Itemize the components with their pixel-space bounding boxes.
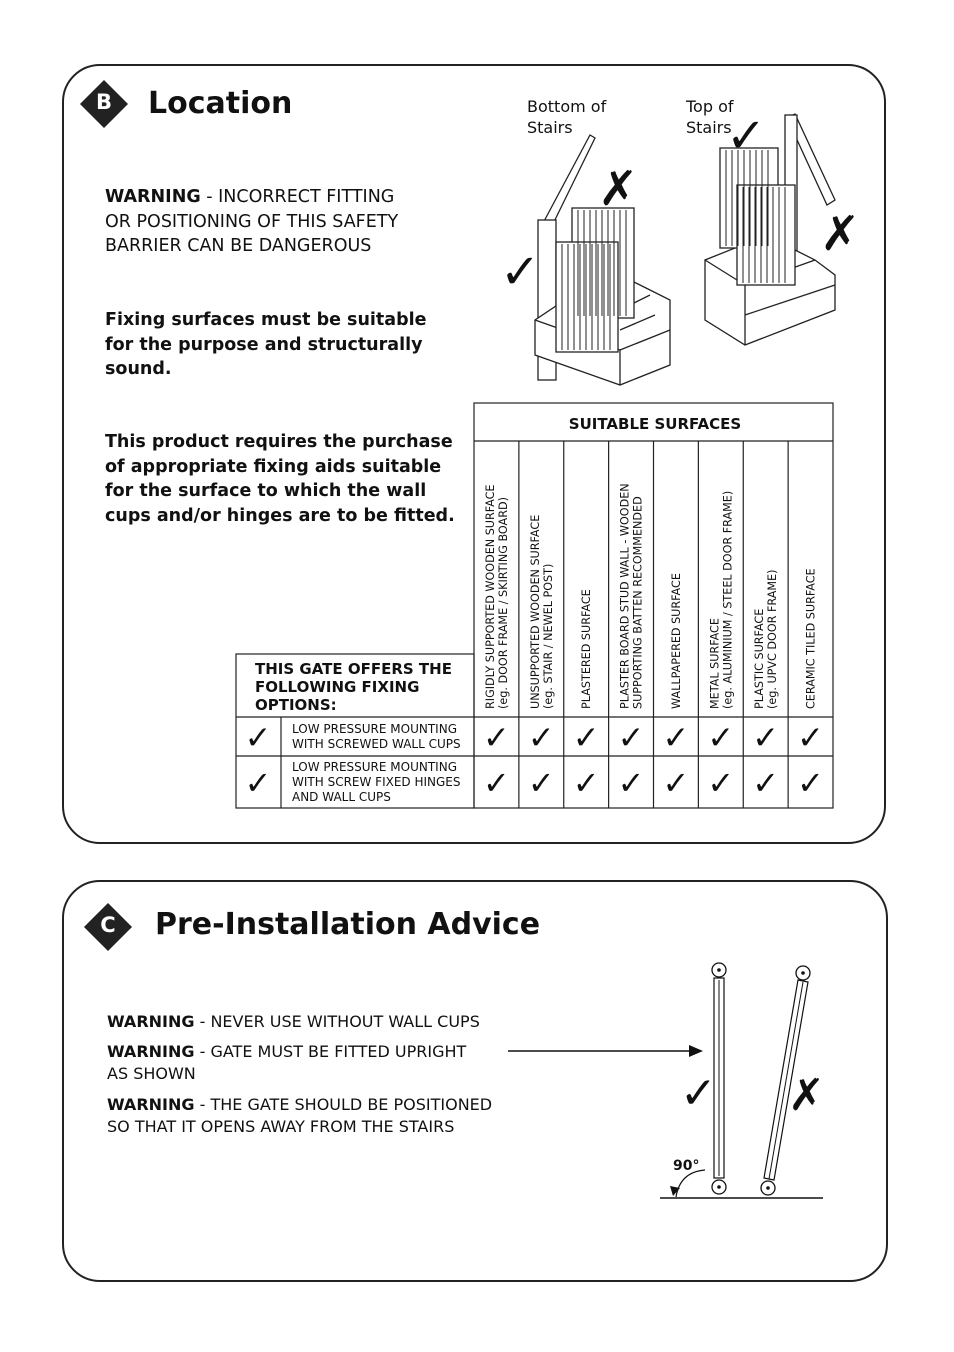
surface-column-label xyxy=(619,483,645,709)
surface-column-label xyxy=(484,485,510,710)
warning-fit-upright: WARNING - GATE MUST BE FITTED UPRIGHT AS SHOWN xyxy=(107,1042,467,1083)
surface-column-label xyxy=(670,573,683,709)
surface-column-label-line: METAL SURFACE xyxy=(708,618,722,709)
check-mark-icon: ✓ xyxy=(527,764,555,802)
surface-column-label xyxy=(580,589,593,709)
surface-column-label-line: RIGIDLY SUPPORTED WOODEN SURFACE xyxy=(483,484,497,709)
check-mark-icon: ✓ xyxy=(707,764,735,802)
check-mark-icon: ✓ xyxy=(617,718,645,757)
angle-label: 90° xyxy=(673,1158,700,1174)
svg-text:FOLLOWING FIXING: FOLLOWING FIXING xyxy=(255,678,420,696)
cross-mark-icon: ✗ xyxy=(598,161,639,217)
surface-column-label xyxy=(805,568,818,709)
check-mark-icon: ✓ xyxy=(726,108,767,164)
warning-open-away: WARNING - THE GATE SHOULD BE POSITIONED SO THAT IT OPENS AWAY FROM THE STAIRS xyxy=(107,1095,493,1136)
check-mark-icon: ✓ xyxy=(244,718,272,757)
fixing-option-label: WITH SCREW FIXED HINGES xyxy=(292,775,461,789)
surface-column-label-line: (eg. ALUMINIUM / STEEL DOOR FRAME) xyxy=(721,490,735,709)
warning-line-3: BARRIER CAN BE DANGEROUS xyxy=(105,236,372,256)
fixing-surfaces-note: Fixing surfaces must be suitable for the purpose and structurally sound. xyxy=(105,310,427,379)
surface-column-label xyxy=(708,491,734,709)
surface-column-label-line: PLASTER BOARD STUD WALL - WOODEN xyxy=(618,483,632,709)
check-mark-icon: ✓ xyxy=(752,718,780,757)
caption-bottom-of-stairs: Bottom of Stairs xyxy=(527,97,607,137)
fixing-aids-note: This product requires the purchase of appropriate fixing aids suitable for the surface to which the wall cups and/or hinges are to be fitted. xyxy=(105,432,455,526)
surface-column-label-line: WALLPAPERED SURFACE xyxy=(669,573,683,709)
surface-column-label-line: (eg. UPVC DOOR FRAME) xyxy=(766,569,780,709)
fixing-options-header xyxy=(255,660,452,714)
check-mark-icon: ✓ xyxy=(662,764,690,802)
pre-installation-title: Pre-Installation Advice xyxy=(155,907,541,942)
surface-column-label-line: PLASTERED SURFACE xyxy=(580,589,594,709)
warning-line-1: WARNING - INCORRECT FITTING xyxy=(105,187,395,207)
warning-label: WARNING xyxy=(105,187,201,207)
check-mark-icon: ✓ xyxy=(707,718,735,757)
check-mark-icon: ✓ xyxy=(483,764,510,802)
check-mark-icon: ✓ xyxy=(662,718,690,757)
check-mark-icon: ✓ xyxy=(752,764,780,802)
surface-column-label-line: UNSUPPORTED WOODEN SURFACE xyxy=(528,514,542,709)
check-mark-icon: ✓ xyxy=(500,244,541,300)
svg-text:OPTIONS:: OPTIONS: xyxy=(255,696,337,714)
check-mark-icon: ✓ xyxy=(483,718,510,757)
cross-mark-icon: ✗ xyxy=(820,206,861,262)
check-mark-icon: ✓ xyxy=(527,718,555,757)
surface-column-label xyxy=(529,515,555,709)
check-mark-icon: ✓ xyxy=(244,764,272,802)
check-mark-icon: ✓ xyxy=(797,764,824,802)
surface-column-label-line: CERAMIC TILED SURFACE xyxy=(804,568,818,709)
fixing-option-label: LOW PRESSURE MOUNTING xyxy=(292,760,457,774)
suitable-surfaces-header: SUITABLE SURFACES xyxy=(568,415,742,433)
surface-column-label xyxy=(753,570,779,709)
fixing-option-label: AND WALL CUPS xyxy=(292,790,391,804)
check-mark-icon: ✓ xyxy=(572,764,600,802)
section-c-letter: C xyxy=(100,913,116,937)
fixing-option-label: LOW PRESSURE MOUNTING xyxy=(292,722,457,736)
check-mark-icon: ✓ xyxy=(797,718,824,757)
surface-column-label-line: SUPPORTING BATTEN RECOMMENDED xyxy=(631,496,645,709)
fixing-option-label: WITH SCREWED WALL CUPS xyxy=(292,737,461,751)
check-mark-icon: ✓ xyxy=(617,764,645,802)
check-mark-icon: ✓ xyxy=(680,1068,717,1119)
section-b-letter: B xyxy=(95,90,112,114)
cross-mark-icon: ✗ xyxy=(788,1070,825,1121)
surface-column-label-line: (eg. STAIR / NEWEL POST) xyxy=(541,563,555,709)
warning-line-2: OR POSITIONING OF THIS SAFETY xyxy=(105,211,399,232)
svg-text:THIS GATE OFFERS THE: THIS GATE OFFERS THE xyxy=(255,660,452,678)
caption-top-of-stairs: Top of Stairs xyxy=(686,97,734,137)
surface-column-label-line: PLASTIC SURFACE xyxy=(753,608,767,709)
surface-column-label-line: (eg. DOOR FRAME / SKIRTING BOARD) xyxy=(496,497,510,709)
warning-wall-cups: WARNING - NEVER USE WITHOUT WALL CUPS xyxy=(107,1012,480,1031)
location-title: Location xyxy=(148,86,293,121)
check-mark-icon: ✓ xyxy=(572,718,600,757)
